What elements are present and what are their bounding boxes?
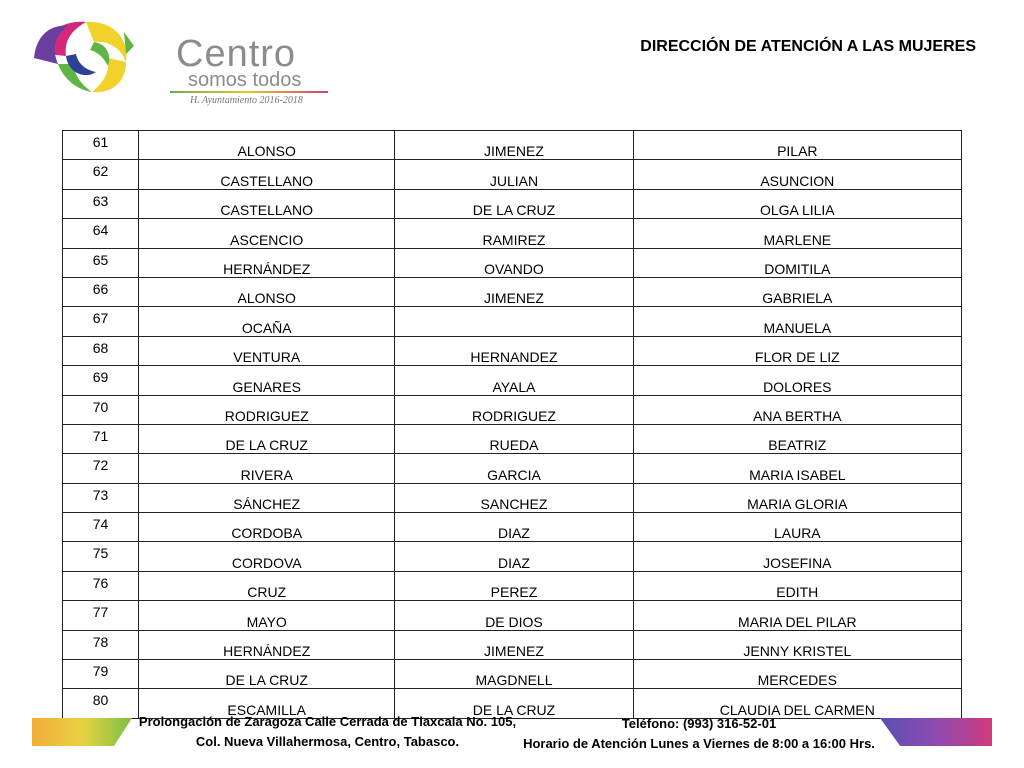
- row-number-cell: 77: [63, 601, 139, 630]
- table-row: [63, 395, 962, 424]
- logo-wordmark: Centro: [176, 33, 297, 75]
- second-surname-cell: AYALA: [395, 366, 633, 395]
- second-surname-cell: DIAZ: [395, 542, 633, 571]
- row-number-cell: 79: [63, 660, 139, 689]
- row-number-cell: 73: [63, 483, 139, 512]
- given-name-cell: MERCEDES: [633, 660, 961, 689]
- given-name-cell: JENNY KRISTEL: [633, 630, 961, 659]
- logo-divider: [170, 91, 328, 93]
- second-surname-cell: [395, 307, 633, 336]
- row-number-cell: 78: [63, 630, 139, 659]
- first-surname-cell: CORDOBA: [139, 513, 395, 542]
- row-number-cell: 65: [63, 248, 139, 277]
- row-number-cell: 71: [63, 424, 139, 453]
- first-surname-cell: ESCAMILLA: [139, 689, 395, 718]
- first-surname-cell: SÁNCHEZ: [139, 483, 395, 512]
- second-surname-cell: OVANDO: [395, 248, 633, 277]
- given-name-cell: FLOR DE LIZ: [633, 336, 961, 365]
- second-surname-cell: GARCIA: [395, 454, 633, 483]
- table-row: [63, 160, 962, 189]
- table-row: [63, 131, 962, 160]
- footer-address: [130, 712, 525, 752]
- table-row: [63, 513, 962, 542]
- footer-right-color-bar: [880, 718, 992, 746]
- table-row: [63, 277, 962, 306]
- address-line-1: Prolongación de Zaragoza Calle Cerrada de Tlaxcala No. 105,: [138, 714, 517, 729]
- first-surname-cell: ALONSO: [139, 131, 395, 160]
- given-name-cell: ASUNCION: [633, 160, 961, 189]
- given-name-cell: PILAR: [633, 131, 961, 160]
- given-name-cell: DOLORES: [633, 366, 961, 395]
- row-number-cell: 64: [63, 219, 139, 248]
- second-surname-cell: PEREZ: [395, 571, 633, 600]
- logo-subtitle: somos todos: [188, 69, 302, 91]
- first-surname-cell: ASCENCIO: [139, 219, 395, 248]
- first-surname-cell: GENARES: [139, 366, 395, 395]
- first-surname-cell: RODRIGUEZ: [139, 395, 395, 424]
- row-number-cell: 63: [63, 189, 139, 218]
- given-name-cell: MARIA GLORIA: [633, 483, 961, 512]
- first-surname-cell: CORDOVA: [139, 542, 395, 571]
- second-surname-cell: RODRIGUEZ: [395, 395, 633, 424]
- second-surname-cell: JULIAN: [395, 160, 633, 189]
- row-number-cell: 66: [63, 277, 139, 306]
- roster-table: [62, 130, 962, 719]
- table-row: [63, 366, 962, 395]
- table-row: [63, 542, 962, 571]
- first-surname-cell: ALONSO: [139, 277, 395, 306]
- given-name-cell: LAURA: [633, 513, 961, 542]
- first-surname-cell: HERNÁNDEZ: [139, 630, 395, 659]
- row-number-cell: 68: [63, 336, 139, 365]
- table-row: [63, 219, 962, 248]
- second-surname-cell: RUEDA: [395, 424, 633, 453]
- second-surname-cell: DIAZ: [395, 513, 633, 542]
- second-surname-cell: HERNANDEZ: [395, 336, 633, 365]
- second-surname-cell: DE LA CRUZ: [395, 689, 633, 718]
- second-surname-cell: JIMENEZ: [395, 131, 633, 160]
- address-line-2: Col. Nueva Villahermosa, Centro, Tabasco.: [195, 734, 460, 749]
- second-surname-cell: JIMENEZ: [395, 277, 633, 306]
- row-number-cell: 67: [63, 307, 139, 336]
- row-number-cell: 75: [63, 542, 139, 571]
- given-name-cell: OLGA LILIA: [633, 189, 961, 218]
- first-surname-cell: VENTURA: [139, 336, 395, 365]
- table-row: [63, 571, 962, 600]
- row-number-cell: 61: [63, 131, 139, 160]
- second-surname-cell: DE LA CRUZ: [395, 189, 633, 218]
- first-surname-cell: OCAÑA: [139, 307, 395, 336]
- roster-body: [63, 131, 962, 719]
- row-number-cell: 62: [63, 160, 139, 189]
- given-name-cell: ANA BERTHA: [633, 395, 961, 424]
- table-row: [63, 483, 962, 512]
- first-surname-cell: CRUZ: [139, 571, 395, 600]
- first-surname-cell: HERNÁNDEZ: [139, 248, 395, 277]
- table-row: [63, 601, 962, 630]
- given-name-cell: GABRIELA: [633, 277, 961, 306]
- office-hours: Horario de Atención Lunes a Viernes de 8:00 a 16:00 Hrs.: [523, 736, 875, 751]
- first-surname-cell: RIVERA: [139, 454, 395, 483]
- page-title: DIRECCIÓN DE ATENCIÓN A LAS MUJERES: [640, 38, 976, 55]
- first-surname-cell: CASTELLANO: [139, 189, 395, 218]
- phone-number: Teléfono: (993) 316-52-01: [621, 716, 777, 731]
- given-name-cell: MANUELA: [633, 307, 961, 336]
- table-row: [63, 307, 962, 336]
- row-number-cell: 70: [63, 395, 139, 424]
- row-number-cell: 80: [63, 689, 139, 718]
- given-name-cell: MARIA ISABEL: [633, 454, 961, 483]
- second-surname-cell: MAGDNELL: [395, 660, 633, 689]
- second-surname-cell: JIMENEZ: [395, 630, 633, 659]
- first-surname-cell: CASTELLANO: [139, 160, 395, 189]
- second-surname-cell: SANCHEZ: [395, 483, 633, 512]
- table-row: [63, 630, 962, 659]
- first-surname-cell: DE LA CRUZ: [139, 424, 395, 453]
- table-row: [63, 454, 962, 483]
- centro-emblem-icon: [28, 14, 138, 98]
- given-name-cell: JOSEFINA: [633, 542, 961, 571]
- first-surname-cell: MAYO: [139, 601, 395, 630]
- given-name-cell: CLAUDIA DEL CARMEN: [633, 689, 961, 718]
- footer-left-color-bar: [32, 718, 132, 746]
- second-surname-cell: DE DIOS: [395, 601, 633, 630]
- given-name-cell: EDITH: [633, 571, 961, 600]
- second-surname-cell: RAMIREZ: [395, 219, 633, 248]
- table-row: [63, 660, 962, 689]
- given-name-cell: MARLENE: [633, 219, 961, 248]
- table-row: [63, 336, 962, 365]
- row-number-cell: 74: [63, 513, 139, 542]
- footer-contact: [506, 714, 892, 754]
- given-name-cell: DOMITILA: [633, 248, 961, 277]
- centro-logo: [28, 14, 328, 106]
- table-row: [63, 424, 962, 453]
- row-number-cell: 69: [63, 366, 139, 395]
- given-name-cell: BEATRIZ: [633, 424, 961, 453]
- given-name-cell: MARIA DEL PILAR: [633, 601, 961, 630]
- table-row: [63, 189, 962, 218]
- row-number-cell: 72: [63, 454, 139, 483]
- first-surname-cell: DE LA CRUZ: [139, 660, 395, 689]
- logo-caption: H. Ayuntamiento 2016-2018: [190, 95, 303, 106]
- row-number-cell: 76: [63, 571, 139, 600]
- table-row: [63, 248, 962, 277]
